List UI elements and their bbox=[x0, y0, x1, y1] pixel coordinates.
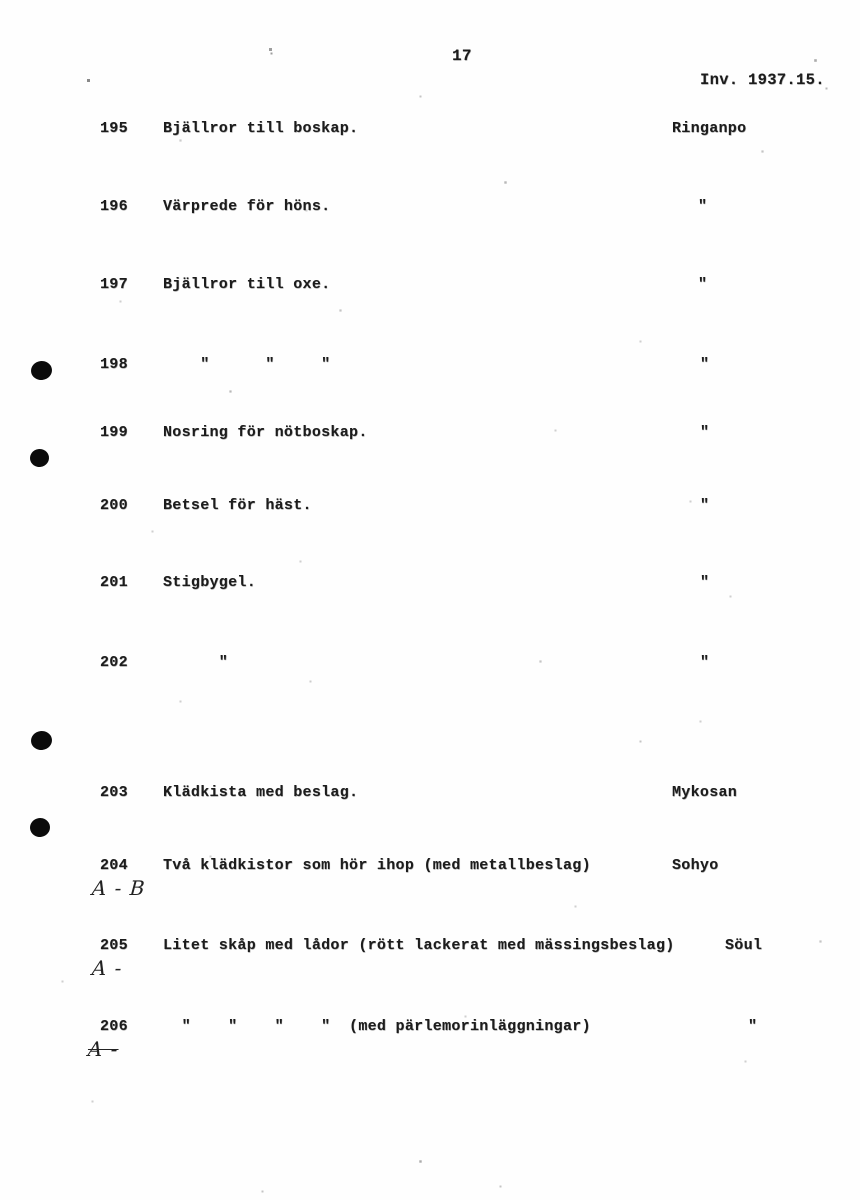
entry-place: Söul bbox=[725, 937, 763, 954]
entry-number: 200 bbox=[100, 497, 128, 514]
entry-description: Värprede för höns. bbox=[163, 198, 331, 215]
entry-place-ditto: " bbox=[700, 574, 710, 591]
inventory-entry bbox=[0, 937, 860, 987]
entry-number: 206 bbox=[100, 1018, 128, 1035]
entry-description: Betsel för häst. bbox=[163, 497, 312, 514]
inventory-entry bbox=[0, 654, 860, 704]
entry-place-ditto: " bbox=[700, 424, 710, 441]
entry-description-ditto: " " " " (med pärlemorinläggningar) bbox=[163, 1018, 591, 1035]
entry-description: Nosring för nötboskap. bbox=[163, 424, 368, 441]
page-number: 17 bbox=[452, 47, 472, 65]
entry-description: Litet skåp med lådor (rött lackerat med mässingsbeslag) bbox=[163, 937, 675, 954]
entry-description: Bjällror till boskap. bbox=[163, 120, 359, 137]
entry-description: Två klädkistor som hör ihop (med metallbeslag) bbox=[163, 857, 591, 874]
inventory-entry bbox=[0, 198, 860, 248]
entry-description: Stigbygel. bbox=[163, 574, 257, 591]
hole-punch-mark bbox=[30, 730, 53, 752]
inventory-entry bbox=[0, 574, 860, 624]
inventory-entry bbox=[0, 784, 860, 834]
inventory-entry bbox=[0, 857, 860, 907]
inventory-reference: Inv. 1937.15. bbox=[700, 71, 825, 89]
entry-description: Klädkista med beslag. bbox=[163, 784, 359, 801]
entry-number: 204 bbox=[100, 857, 128, 874]
entry-number: 198 bbox=[100, 356, 128, 373]
entry-number: 203 bbox=[100, 784, 128, 801]
entry-place-ditto: " bbox=[698, 198, 708, 215]
entry-number: 197 bbox=[100, 276, 128, 293]
entry-number: 202 bbox=[100, 654, 128, 671]
entry-number: 196 bbox=[100, 198, 128, 215]
entry-handwritten-letters: A - bbox=[91, 956, 124, 980]
entry-handwritten-letters: A - B bbox=[91, 876, 147, 900]
inventory-entry bbox=[0, 424, 860, 474]
entry-description: Bjällror till oxe. bbox=[163, 276, 331, 293]
entry-number: 201 bbox=[100, 574, 128, 591]
entry-place-ditto: " bbox=[748, 1018, 758, 1035]
entry-number: 195 bbox=[100, 120, 128, 137]
entry-description-ditto: " " " bbox=[163, 356, 331, 373]
entry-place-ditto: " bbox=[700, 497, 710, 514]
entry-place: Mykosan bbox=[672, 784, 738, 801]
entry-handwritten-letters: A - bbox=[87, 1037, 120, 1061]
scan-noise-speckles bbox=[0, 0, 1, 1]
entry-place: Ringanpo bbox=[672, 120, 747, 137]
entry-place-ditto: " bbox=[698, 276, 708, 293]
inventory-entry bbox=[0, 356, 860, 406]
entry-place: Sohyo bbox=[672, 857, 719, 874]
entry-place-ditto: " bbox=[700, 654, 710, 671]
entry-number: 199 bbox=[100, 424, 128, 441]
entry-description-ditto: " bbox=[163, 654, 229, 671]
inventory-entry bbox=[0, 276, 860, 326]
inventory-entry bbox=[0, 1018, 860, 1068]
entry-number: 205 bbox=[100, 937, 128, 954]
inventory-entry bbox=[0, 120, 860, 170]
entry-place-ditto: " bbox=[700, 356, 710, 373]
inventory-entry bbox=[0, 497, 860, 547]
